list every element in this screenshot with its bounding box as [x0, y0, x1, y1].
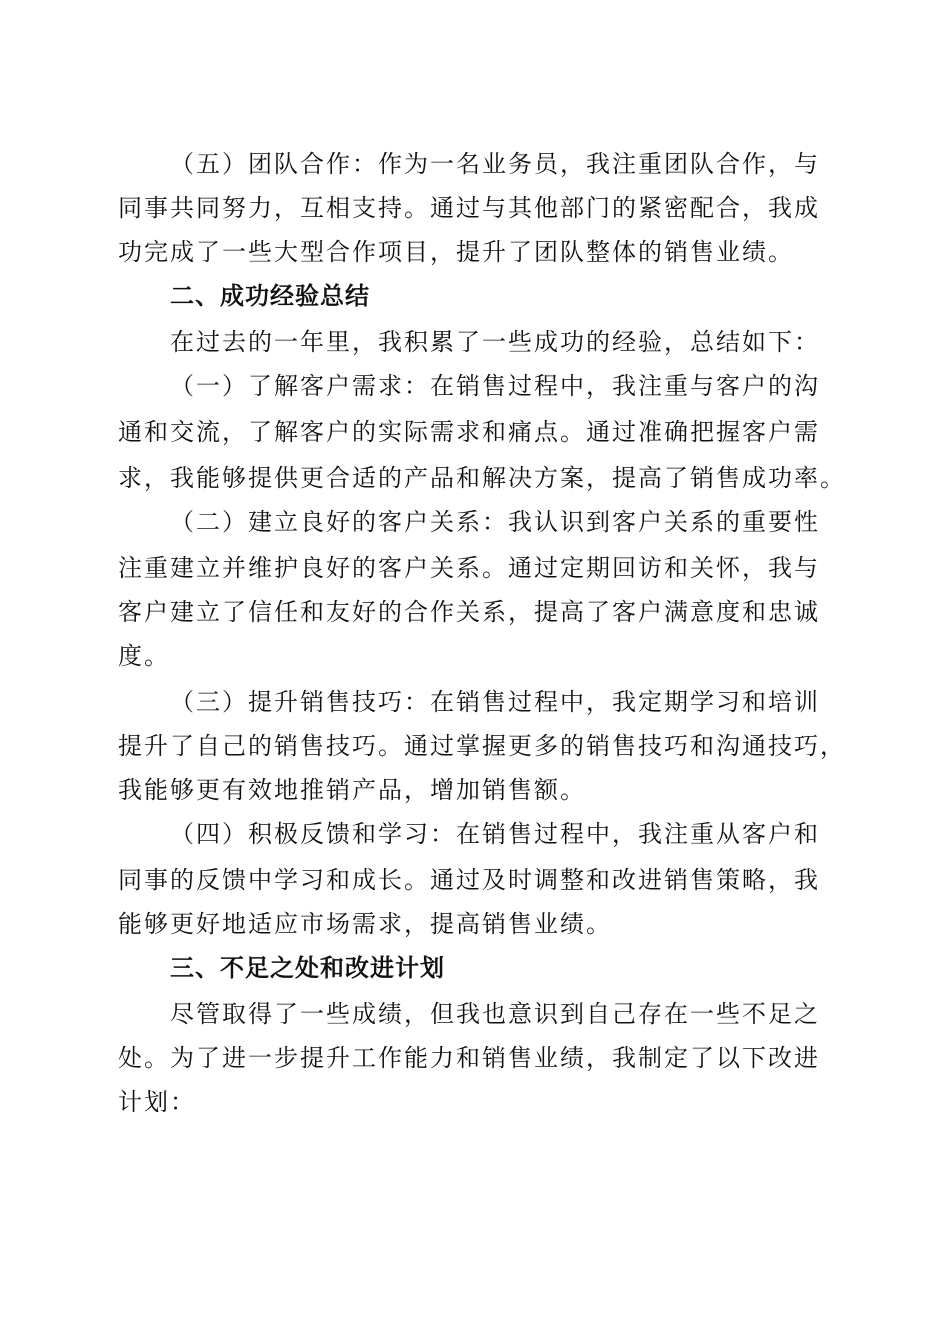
paragraph-feedback-learning-line-2: 同事的反馈中学习和成长。通过及时调整和改进销售策略，我 [118, 866, 820, 894]
section-heading-success-summary: 二、成功经验总结 [170, 282, 370, 310]
paragraph-feedback-learning-line-1: （四）积极反馈和学习：在销售过程中，我注重从客户和 [170, 820, 820, 848]
paragraph-team-cooperation-line-2: 同事共同努力，互相支持。通过与其他部门的紧密配合，我成 [118, 194, 820, 222]
paragraph-team-cooperation-line-3: 功完成了一些大型合作项目，提升了团队整体的销售业绩。 [118, 238, 794, 266]
paragraph-sales-skills-line-3: 我能够更有效地推销产品，增加销售额。 [118, 776, 586, 804]
paragraph-shortcomings-line-1: 尽管取得了一些成绩，但我也意识到自己存在一些不足之 [170, 1000, 820, 1028]
section-heading-shortcomings: 三、不足之处和改进计划 [170, 954, 445, 982]
paragraph-team-cooperation-line-1: （五）团队合作：作为一名业务员，我注重团队合作，与 [170, 150, 820, 178]
paragraph-customer-relations-line-3: 客户建立了信任和友好的合作关系，提高了客户满意度和忠诚 [118, 598, 820, 626]
paragraph-customer-needs-line-1: （一）了解客户需求：在销售过程中，我注重与客户的沟 [170, 372, 820, 400]
paragraph-feedback-learning-line-3: 能够更好地适应市场需求，提高销售业绩。 [118, 910, 612, 938]
paragraph-sales-skills-line-2: 提升了自己的销售技巧。通过掌握更多的销售技巧和沟通技巧， [118, 732, 846, 760]
paragraph-customer-relations-line-1: （二）建立良好的客户关系：我认识到客户关系的重要性 [170, 508, 820, 536]
paragraph-customer-relations-line-2: 注重建立并维护良好的客户关系。通过定期回访和关怀，我与 [118, 554, 820, 582]
paragraph-shortcomings-line-2: 处。为了进一步提升工作能力和销售业绩，我制定了以下改进 [118, 1044, 820, 1072]
paragraph-sales-skills-line-1: （三）提升销售技巧：在销售过程中，我定期学习和培训 [170, 688, 820, 716]
paragraph-customer-needs-line-2: 通和交流，了解客户的实际需求和痛点。通过准确把握客户需 [118, 418, 820, 446]
paragraph-customer-needs-line-3: 求，我能够提供更合适的产品和解决方案，提高了销售成功率。 [118, 464, 846, 492]
paragraph-success-intro: 在过去的一年里，我积累了一些成功的经验，总结如下： [170, 328, 820, 356]
paragraph-shortcomings-line-3: 计划： [118, 1088, 196, 1116]
paragraph-customer-relations-line-4: 度。 [118, 642, 170, 670]
